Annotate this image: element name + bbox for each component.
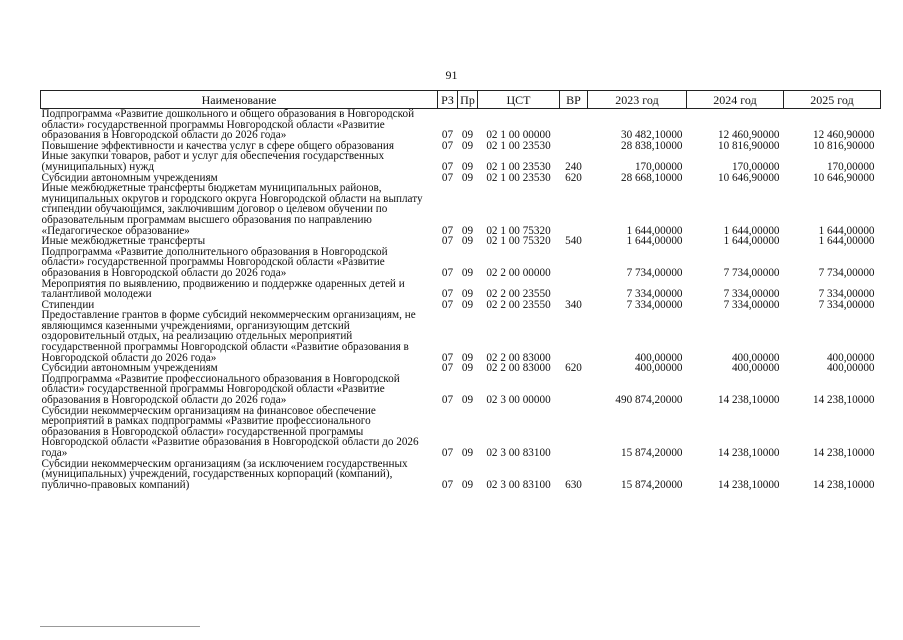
header-2025: 2025 год <box>784 91 881 109</box>
table-row <box>41 459 881 499</box>
row-2025: 14 238,10000 <box>812 447 875 459</box>
row-2024: 7 734,00000 <box>723 266 780 279</box>
header-rz: РЗ <box>438 91 458 109</box>
row-2024: 400,00000 <box>731 351 780 364</box>
row-name: Субсидии автономным учреждениям <box>41 171 218 184</box>
row-pr: 09 <box>461 351 474 364</box>
row-2023: 15 874,20000 <box>620 478 683 491</box>
row-pr: 09 <box>461 394 474 407</box>
row-2025: 400,00000 <box>826 362 875 375</box>
row-cst: 02 2 00 23550 <box>486 288 551 301</box>
row-cst: 02 3 00 83100 <box>486 478 551 491</box>
row-2023: 400,00000 <box>634 351 683 364</box>
row-pr: 09 <box>461 447 474 459</box>
row-vr <box>560 109 588 141</box>
row-cst: 02 1 00 23530 <box>486 171 551 184</box>
row-cst: 02 1 00 23530 <box>486 160 551 173</box>
row-cst: 02 1 00 75320 <box>486 235 551 248</box>
row-rz: 07 <box>441 224 454 237</box>
row-vr: 540 <box>565 235 582 248</box>
row-cst: 02 2 00 83000 <box>486 362 551 375</box>
row-vr: 630 <box>565 478 582 491</box>
row-2023: 7 334,00000 <box>626 288 683 301</box>
table-row <box>41 109 881 141</box>
header-2024: 2024 год <box>687 91 784 109</box>
row-rz: 07 <box>441 235 454 248</box>
row-rz: 07 <box>441 447 454 459</box>
row-name: Мероприятия по выявлению, продвижению и поддержке одаренных детей и талантливой молодежи <box>41 277 405 301</box>
row-pr: 09 <box>461 362 474 375</box>
row-name: Субсидии автономным учреждениям <box>41 362 218 375</box>
row-cst: 02 2 00 23550 <box>486 298 551 311</box>
row-vr: 620 <box>565 171 582 184</box>
row-rz: 07 <box>441 171 454 184</box>
row-rz: 07 <box>441 351 454 364</box>
row-2025: 7 734,00000 <box>818 266 875 279</box>
row-2025: 7 334,00000 <box>818 288 875 301</box>
row-vr <box>560 279 588 300</box>
table-row <box>41 279 881 300</box>
row-vr <box>560 310 588 363</box>
row-vr <box>560 247 588 279</box>
header-vr: ВР <box>560 91 588 109</box>
row-2024: 7 334,00000 <box>723 288 780 301</box>
row-rz: 07 <box>441 139 454 152</box>
header-2023: 2023 год <box>588 91 687 109</box>
row-cst: 02 3 00 00000 <box>486 394 551 407</box>
row-2025: 10 816,90000 <box>812 139 875 152</box>
table-header-row <box>41 91 881 109</box>
row-name: Иные межбюджетные трансферты бюджетам муниципальных районов, муниципальных округов и городского округа Новгородской области на выплату стипендии обучающимся, заключившим договор о целевом обучении по образовательным программам высшего образования по направлению «Педагогическое образование» <box>41 182 423 237</box>
row-2024: 10 816,90000 <box>717 139 780 152</box>
row-2025: 14 238,10000 <box>812 394 875 407</box>
row-pr: 09 <box>461 139 474 152</box>
row-name: Подпрограмма «Развитие профессионального образования в Новгородской области» государственной программы Новгородской области «Развитие образования в Новгородской области до 2026 года» <box>41 372 400 407</box>
row-rz: 07 <box>441 266 454 279</box>
row-name: Подпрограмма «Развитие дополнительного образования в Новгородской области» государственной программы Новгородской области «Развитие образования в Новгородской области до 2026 года» <box>41 245 388 279</box>
row-pr: 09 <box>461 288 474 301</box>
row-vr: 240 <box>565 160 582 173</box>
row-rz: 07 <box>441 160 454 173</box>
row-pr: 09 <box>461 224 474 237</box>
row-2024: 12 460,90000 <box>717 129 780 142</box>
row-cst: 02 1 00 00000 <box>486 129 551 142</box>
row-cst: 02 1 00 75320 <box>486 224 551 237</box>
row-2023: 400,00000 <box>634 362 683 375</box>
row-vr <box>560 406 588 459</box>
row-name: Подпрограмма «Развитие дошкольного и общего образования в Новгородской области» государственной программы Новгородской области «Развитие образования в Новгородской области до 2026 года» <box>41 108 415 142</box>
row-2023: 490 874,20000 <box>615 394 683 407</box>
row-rz: 07 <box>441 478 454 491</box>
row-pr: 09 <box>461 129 474 142</box>
table-row <box>41 310 881 363</box>
row-2024: 14 238,10000 <box>717 478 780 491</box>
row-2023: 7 734,00000 <box>626 266 683 279</box>
row-2024: 14 238,10000 <box>717 447 780 459</box>
row-pr: 09 <box>461 478 474 491</box>
row-name: Субсидии некоммерческим организациям (за исключением государственных (муниципальных) учреждений, государственных корпораций (компаний), публично-правовых компаний) <box>41 457 408 491</box>
row-rz: 07 <box>441 288 454 301</box>
row-pr: 09 <box>461 235 474 248</box>
row-2024: 10 646,90000 <box>717 171 780 184</box>
row-2023: 1 644,00000 <box>626 235 683 248</box>
row-rz: 07 <box>441 362 454 375</box>
row-vr <box>560 374 588 406</box>
table-row <box>41 374 881 406</box>
row-2023: 28 838,10000 <box>620 139 683 152</box>
row-2025: 14 238,10000 <box>812 478 875 491</box>
row-rz: 07 <box>441 129 454 142</box>
row-rz: 07 <box>441 298 454 311</box>
row-2025: 12 460,90000 <box>812 129 875 142</box>
row-name: Стипендии <box>41 298 95 311</box>
row-2023: 7 334,00000 <box>626 298 683 311</box>
header-pr: Пр <box>458 91 478 109</box>
table-row <box>41 406 881 459</box>
row-2025: 400,00000 <box>826 351 875 364</box>
page-number: 91 <box>445 68 458 82</box>
row-name: Повышение эффективности и качества услуг в сфере общего образования <box>41 139 395 152</box>
row-2024: 170,00000 <box>731 160 780 173</box>
row-pr: 09 <box>461 160 474 173</box>
row-2025: 1 644,00000 <box>818 235 875 248</box>
header-cst: ЦСТ <box>478 91 560 109</box>
bottom-rule <box>40 626 200 627</box>
row-2024: 1 644,00000 <box>723 224 780 237</box>
budget-table <box>40 90 881 498</box>
table-row <box>41 151 881 172</box>
row-name: Предоставление грантов в форме субсидий некоммерческим организациям, не являющимся казенными учреждениями, организующим детский оздоровительный отдых, на реализацию отдельных мероприятий государственной программы Новгородской области «Развитие образования в Новгородской области до 2026 года» <box>41 309 416 364</box>
row-vr: 620 <box>565 362 582 375</box>
row-2023: 170,00000 <box>634 160 683 173</box>
row-2024: 7 334,00000 <box>723 298 780 311</box>
row-2025: 170,00000 <box>826 160 875 173</box>
row-name: Субсидии некоммерческим организациям на финансовое обеспечение мероприятий в рамках подпрограммы «Развитие профессионального образования в Новгородской области» государственной программы Новгородской области «Развитие образования в Новгородской области до 2026 года» <box>41 404 419 459</box>
row-vr: 340 <box>565 298 582 311</box>
table-row <box>41 247 881 279</box>
row-2023: 15 874,20000 <box>620 447 683 459</box>
row-2024: 400,00000 <box>731 362 780 375</box>
row-pr: 09 <box>461 298 474 311</box>
row-cst: 02 1 00 23530 <box>486 139 551 152</box>
row-2024: 1 644,00000 <box>723 235 780 248</box>
header-name: Наименование <box>41 91 438 109</box>
row-cst: 02 2 00 00000 <box>486 266 551 279</box>
row-rz: 07 <box>441 394 454 407</box>
row-2023: 1 644,00000 <box>626 224 683 237</box>
row-2023: 30 482,10000 <box>620 129 683 142</box>
row-2025: 7 334,00000 <box>818 298 875 311</box>
row-2025: 1 644,00000 <box>818 224 875 237</box>
table-row <box>41 183 881 236</box>
row-2025: 10 646,90000 <box>812 171 875 184</box>
row-2023: 28 668,10000 <box>620 171 683 184</box>
row-name: Иные межбюджетные трансферты <box>41 235 206 248</box>
row-cst: 02 3 00 83100 <box>486 447 551 459</box>
row-vr <box>560 141 588 152</box>
row-pr: 09 <box>461 266 474 279</box>
row-cst: 02 2 00 83000 <box>486 351 551 364</box>
row-pr: 09 <box>461 171 474 184</box>
row-name: Иные закупки товаров, работ и услуг для обеспечения государственных (муниципальных) нужд <box>41 150 385 173</box>
row-2024: 14 238,10000 <box>717 394 780 407</box>
row-vr <box>560 183 588 236</box>
